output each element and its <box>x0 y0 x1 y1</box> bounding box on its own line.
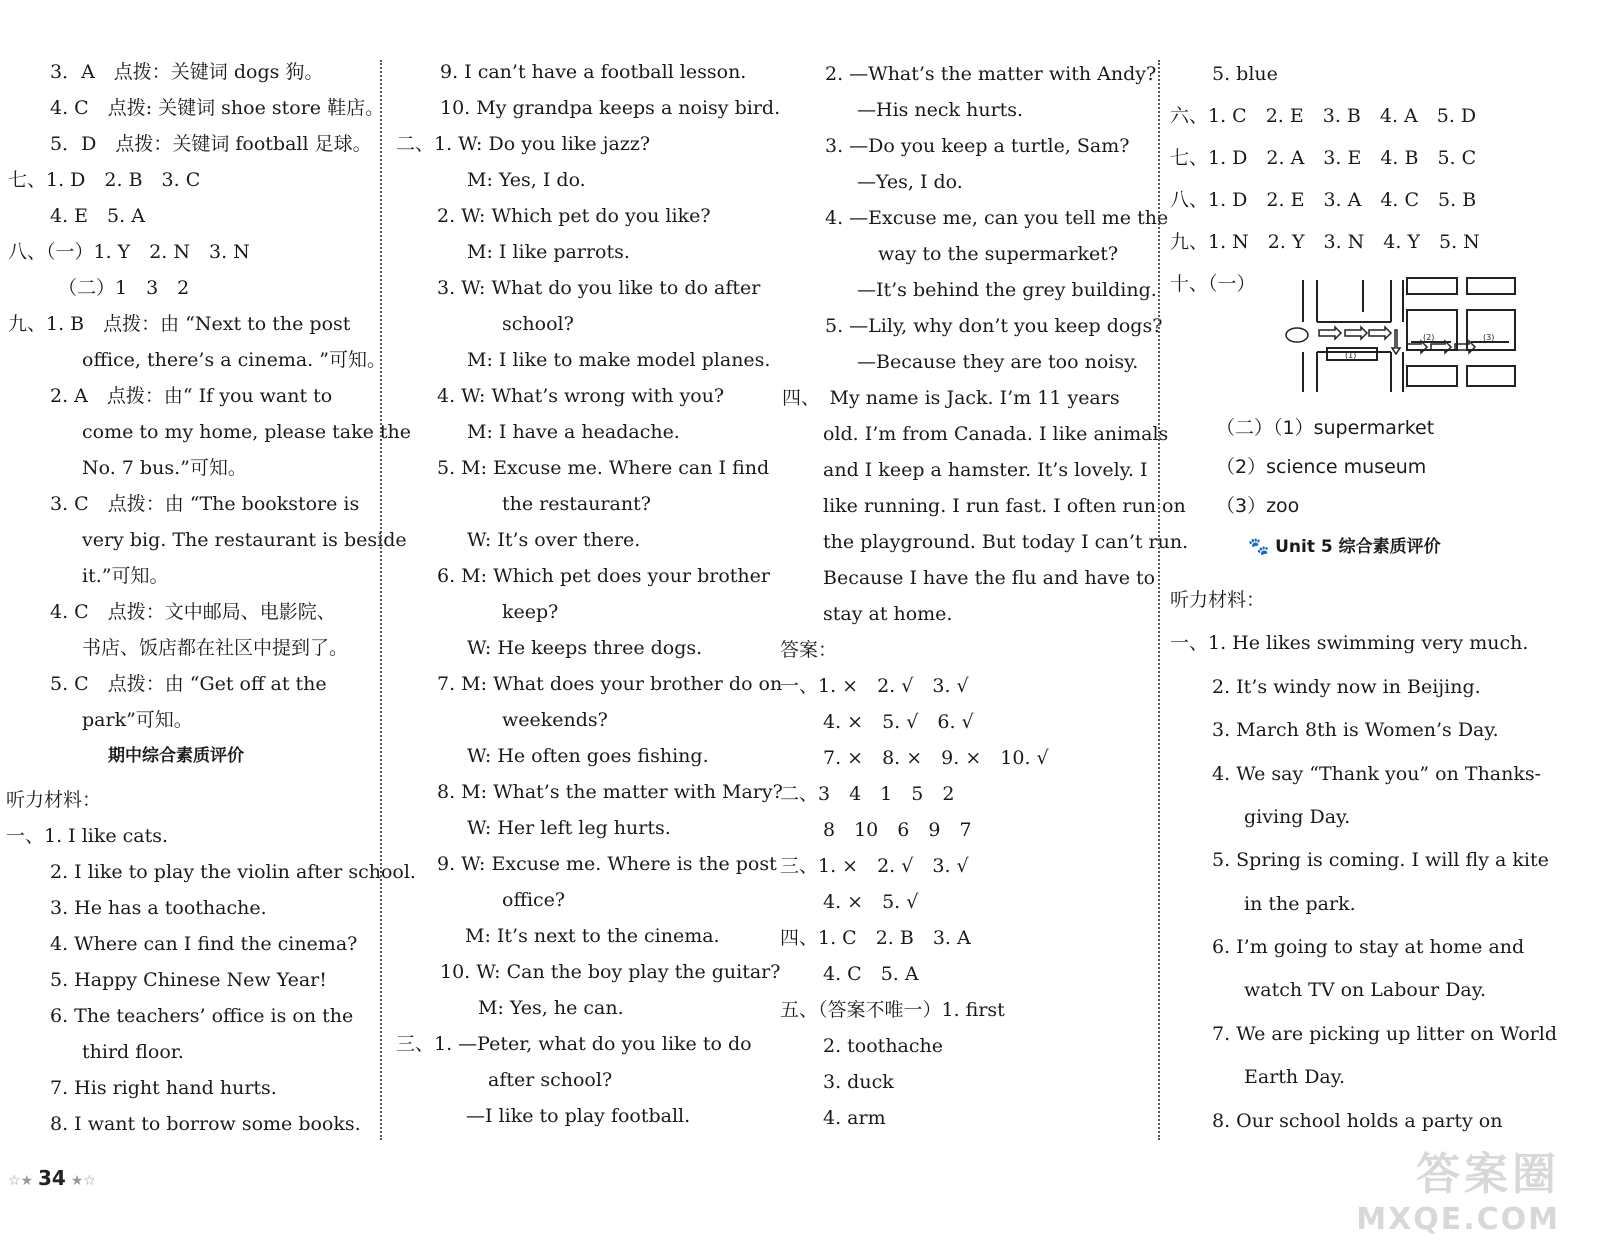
text-line: 听力材料： <box>1170 589 1266 611</box>
text-line: 书店、饭店都在社区中提到了。 <box>82 637 349 659</box>
text-line: the playground. But today I can’t run. <box>823 531 1189 553</box>
text-line: 6. M: Which pet does your brother <box>437 565 770 587</box>
unit-heading-text: Unit 5 综合素质评价 <box>1275 537 1441 557</box>
text-line: No. 7 bus.”可知。 <box>82 457 247 479</box>
text-line: 5. —Lily, why don’t you keep dogs? <box>825 315 1163 337</box>
text-line: Because I have the flu and have to <box>823 567 1156 589</box>
text-line: watch TV on Labour Day. <box>1244 979 1487 1001</box>
text-line: Earth Day. <box>1244 1066 1346 1088</box>
text-line: 5. C 点拨：由 “Get off at the <box>50 673 327 695</box>
text-line: 7. × 8. × 9. × 10. √ <box>823 747 1049 769</box>
text-line: M: Yes, I do. <box>467 169 586 191</box>
text-line: 九、1. N 2. Y 3. N 4. Y 5. N <box>1170 231 1480 253</box>
text-line: office, there’s a cinema. ”可知。 <box>82 349 386 371</box>
text-line: （2）science museum <box>1216 456 1427 478</box>
text-line: way to the supermarket? <box>878 243 1119 265</box>
text-line: park”可知。 <box>82 709 193 731</box>
text-line: 4. Where can I find the cinema? <box>50 933 358 955</box>
paw-icon: 🐾 <box>1248 537 1276 557</box>
text-line: M: It’s next to the cinema. <box>465 925 720 947</box>
text-line: 8. I want to borrow some books. <box>50 1113 361 1135</box>
text-line: （二）1 3 2 <box>58 277 190 299</box>
column-divider <box>380 60 382 1140</box>
text-line: 3．A 点拨：关键词 dogs 狗。 <box>50 61 324 83</box>
text-line: —His neck hurts. <box>857 99 1024 121</box>
text-line: after school? <box>488 1069 613 1091</box>
text-line: 6. I’m going to stay at home and <box>1212 936 1525 958</box>
text-line: 4. × 5. √ 6. √ <box>823 711 974 733</box>
text-line: 2. toothache <box>823 1035 944 1057</box>
text-line: 4. C 点拨：文中邮局、电影院、 <box>50 601 336 623</box>
text-line: 三、1. × 2. √ 3. √ <box>780 855 969 877</box>
text-line: office? <box>502 889 566 911</box>
text-line: （二）（1）supermarket <box>1216 417 1435 439</box>
text-line: third floor. <box>82 1041 184 1063</box>
text-line: 7. M: What does your brother do on <box>437 673 783 695</box>
text-line: 十、（一） <box>1170 273 1256 295</box>
route-map-figure <box>1283 272 1543 397</box>
column-divider <box>1158 60 1160 1140</box>
text-line: 4. —Excuse me, can you tell me the <box>825 207 1169 229</box>
text-line: 3. —Do you keep a turtle, Sam? <box>825 135 1130 157</box>
star-icon: ★☆ <box>65 1173 96 1189</box>
text-line: 8 10 6 9 7 <box>823 819 972 841</box>
text-line: W: He keeps three dogs. <box>467 637 703 659</box>
text-line: 一、1. He likes swimming very much. <box>1170 632 1529 654</box>
text-line: stay at home. <box>823 603 953 625</box>
text-line: and I keep a hamster. It’s lovely. I <box>823 459 1148 481</box>
text-line: 九、1. B 点拨：由 “Next to the post <box>8 313 351 335</box>
text-line: 五、（答案不唯一）1. first <box>780 999 1005 1021</box>
text-line: 7. We are picking up litter on World <box>1212 1023 1557 1045</box>
text-line: old. I’m from Canada. I like animals <box>823 423 1169 445</box>
text-line: 6. The teachers’ office is on the <box>50 1005 354 1027</box>
text-line: 7. His right hand hurts. <box>50 1077 277 1099</box>
watermark-url: MXQE.COM <box>1356 1202 1560 1237</box>
text-line: 3. March 8th is Women’s Day. <box>1212 719 1499 741</box>
watermark <box>1356 1138 1560 1237</box>
text-line: 10. My grandpa keeps a noisy bird. <box>440 97 781 119</box>
text-line: very big. The restaurant is beside <box>82 529 407 551</box>
section-heading: 期中综合素质评价 <box>108 746 244 766</box>
text-line: 8. M: What’s the matter with Mary? <box>437 781 783 803</box>
text-line: 5. Spring is coming. I will fly a kite <box>1212 849 1549 871</box>
text-line: keep? <box>502 601 559 623</box>
text-line: 3. He has a toothache. <box>50 897 267 919</box>
text-line: 5．D 点拨：关键词 football 足球。 <box>50 133 372 155</box>
text-line: 4. arm <box>823 1107 886 1129</box>
text-line: W: He often goes fishing. <box>467 745 709 767</box>
text-line: —It’s behind the grey building. <box>857 279 1157 301</box>
map-label: (2) <box>1423 333 1435 342</box>
text-line: M: I have a headache. <box>467 421 680 443</box>
text-line: come to my home, please take the <box>82 421 412 443</box>
text-line: 5. Happy Chinese New Year! <box>50 969 327 991</box>
map-label: (3) <box>1483 333 1495 342</box>
text-line: 5. M: Excuse me. Where can I find <box>437 457 770 479</box>
text-line: 一、1. × 2. √ 3. √ <box>780 675 969 697</box>
text-line: M: Yes, he can. <box>478 997 624 1019</box>
text-line: 二、3 4 1 5 2 <box>780 783 955 805</box>
text-line: —Because they are too noisy. <box>857 351 1139 373</box>
text-line: 七、1. D 2. B 3. C <box>8 169 201 191</box>
text-line: 三、1. —Peter, what do you like to do <box>396 1033 752 1055</box>
text-line: it.”可知。 <box>82 565 169 587</box>
text-line: 听力材料： <box>6 789 102 811</box>
text-line: 2. A 点拨：由“ If you want to <box>50 385 333 407</box>
text-line: 4. W: What’s wrong with you? <box>437 385 725 407</box>
text-line: 八、（一）1. Y 2. N 3. N <box>8 241 250 263</box>
text-line: 4. × 5. √ <box>823 891 919 913</box>
text-line: M: I like parrots. <box>467 241 630 263</box>
page-number: ☆★ 34 ★☆ <box>8 1166 96 1190</box>
text-line: giving Day. <box>1244 806 1351 828</box>
map-label: (1) <box>1345 351 1357 360</box>
text-line: 5. blue <box>1212 63 1278 85</box>
text-line: 二、1. W: Do you like jazz? <box>396 133 651 155</box>
text-line: 2. I like to play the violin after school. <box>50 861 416 883</box>
text-line: 2. W: Which pet do you like? <box>437 205 711 227</box>
text-line: the restaurant? <box>502 493 651 515</box>
text-line: like running. I run fast. I often run on <box>823 495 1186 517</box>
text-line: 3. W: What do you like to do after <box>437 277 761 299</box>
text-line: —Yes, I do. <box>857 171 963 193</box>
text-line: 9. I can’t have a football lesson. <box>440 61 747 83</box>
text-line: 4. We say “Thank you” on Thanks- <box>1212 763 1542 785</box>
text-line: 4. C 点拨: 关键词 shoe store 鞋店。 <box>50 97 385 119</box>
text-line: in the park. <box>1244 893 1356 915</box>
text-line: 4. E 5. A <box>50 205 145 227</box>
text-line: 3. duck <box>823 1071 894 1093</box>
text-line: 八、1. D 2. E 3. A 4. C 5. B <box>1170 189 1477 211</box>
text-line: M: I like to make model planes. <box>467 349 771 371</box>
text-line: W: It’s over there. <box>467 529 641 551</box>
text-line: 四、1. C 2. B 3. A <box>780 927 971 949</box>
text-line: 六、1. C 2. E 3. B 4. A 5. D <box>1170 105 1477 127</box>
text-line: —I like to play football. <box>466 1105 691 1127</box>
text-line: （3）zoo <box>1216 495 1300 517</box>
text-line: 2. —What’s the matter with Andy? <box>825 63 1157 85</box>
text-line: 9. W: Excuse me. Where is the post <box>437 853 777 875</box>
text-line: 一、1. I like cats. <box>6 825 169 847</box>
text-line: school? <box>502 313 574 335</box>
text-line: 2. It’s windy now in Beijing. <box>1212 676 1481 698</box>
text-line: W: Her left leg hurts. <box>467 817 671 839</box>
text-line: 4. C 5. A <box>823 963 919 985</box>
watermark-logo-text: 答案圈 <box>1416 1149 1560 1200</box>
text-line: 10. W: Can the boy play the guitar? <box>440 961 781 983</box>
text-line: 七、1. D 2. A 3. E 4. B 5. C <box>1170 147 1477 169</box>
text-line: 8. Our school holds a party on <box>1212 1110 1503 1132</box>
star-icon: ☆★ <box>8 1173 38 1189</box>
text-line: 四、 My name is Jack. I’m 11 years <box>782 387 1120 409</box>
text-line: 3. C 点拨：由 “The bookstore is <box>50 493 360 515</box>
text-line: weekends? <box>502 709 608 731</box>
text-line: 答案： <box>780 639 838 661</box>
section-heading <box>1248 535 1441 559</box>
